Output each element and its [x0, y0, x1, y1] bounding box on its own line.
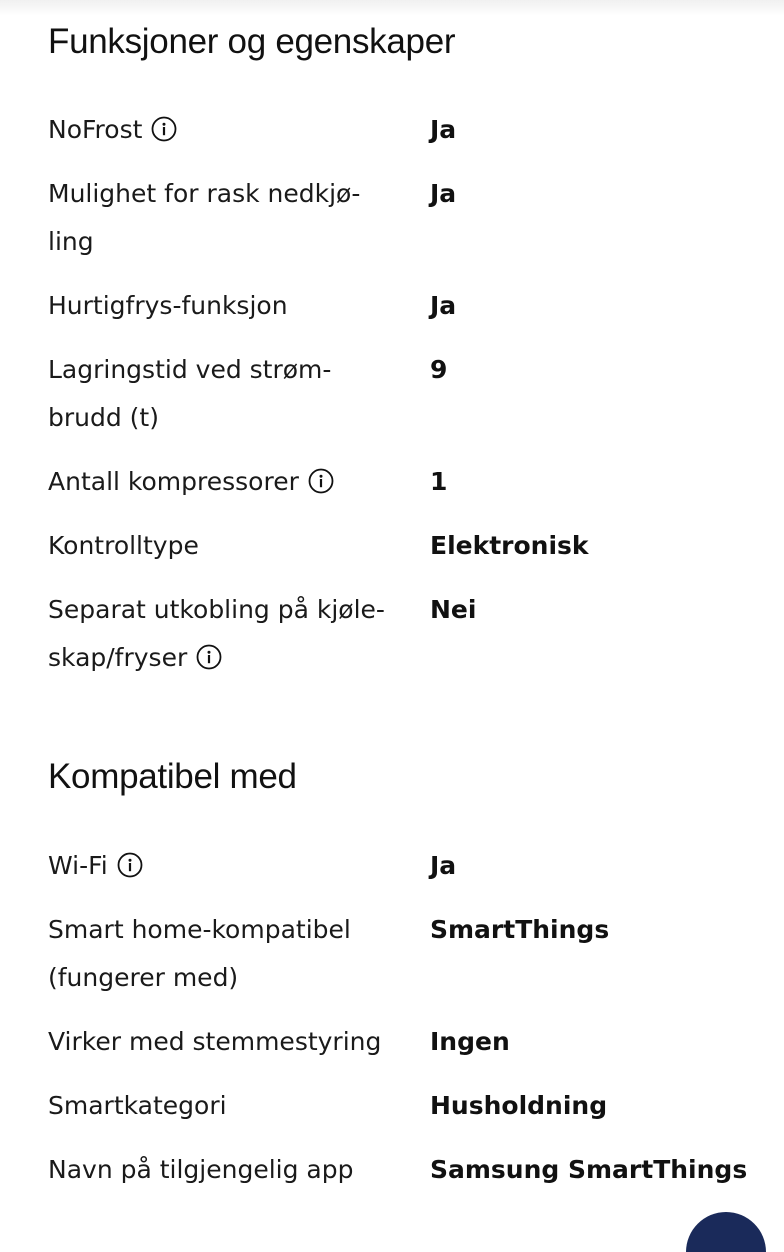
- spec-label-text: Antall kompressorer: [48, 467, 299, 496]
- spec-value: Ja: [430, 179, 457, 208]
- spec-label-line: Smartkategori: [48, 1091, 227, 1120]
- spec-label-text: Wi-Fi: [48, 851, 108, 880]
- spec-label: [48, 842, 408, 890]
- spec-value: Husholdning: [430, 1091, 608, 1120]
- spec-label: [48, 586, 408, 682]
- spec-label-line: Lagringstid ved strøm-: [48, 355, 332, 384]
- spec-label: [48, 522, 408, 570]
- spec-value: Elektronisk: [430, 531, 589, 560]
- spec-label-line: Kontrolltype: [48, 531, 199, 560]
- spec-value: SmartThings: [430, 915, 610, 944]
- section-title-compatible: Kompatibel med: [48, 757, 297, 796]
- spec-label-line: Virker med stemmestyring: [48, 1027, 382, 1056]
- spec-label: [48, 906, 408, 1002]
- info-circle-icon[interactable]: [151, 116, 177, 142]
- spec-label-text: NoFrost: [48, 115, 143, 144]
- spec-label: [48, 346, 408, 442]
- spec-value: 9: [430, 355, 448, 384]
- spec-label-line: ling: [48, 227, 94, 256]
- spec-value: Ja: [430, 851, 457, 880]
- floating-chat-button-edge[interactable]: [686, 1212, 766, 1252]
- spec-label: [48, 170, 408, 266]
- spec-value: Ja: [430, 291, 457, 320]
- spec-label-line: brudd (t): [48, 403, 159, 432]
- spec-label-line: (fungerer med): [48, 963, 239, 992]
- info-circle-icon[interactable]: [308, 468, 334, 494]
- section-title-features: Funksjoner og egenskaper: [48, 22, 456, 61]
- spec-value: Samsung SmartThings: [430, 1155, 748, 1184]
- spec-label-line: Navn på tilgjengelig app: [48, 1155, 354, 1184]
- spec-value: 1: [430, 467, 448, 496]
- spec-value: Ja: [430, 115, 457, 144]
- spec-label-line: Mulighet for rask nedkjø-: [48, 179, 361, 208]
- spec-label: [48, 282, 408, 330]
- spec-value: Nei: [430, 595, 477, 624]
- spec-value: Ingen: [430, 1027, 510, 1056]
- top-shadow: [0, 0, 784, 16]
- spec-label-line: Hurtigfrys-funksjon: [48, 291, 288, 320]
- spec-label-text: skap/fryser: [48, 643, 188, 672]
- info-circle-icon[interactable]: [117, 852, 143, 878]
- spec-label-line: Separat utkobling på kjøle-: [48, 595, 385, 624]
- spec-label: [48, 1082, 408, 1130]
- spec-label: [48, 1018, 408, 1066]
- info-circle-icon[interactable]: [196, 644, 222, 670]
- spec-label-line: Smart home-kompatibel: [48, 915, 351, 944]
- spec-label: [48, 106, 408, 154]
- spec-label: [48, 1146, 408, 1194]
- spec-label: [48, 458, 408, 506]
